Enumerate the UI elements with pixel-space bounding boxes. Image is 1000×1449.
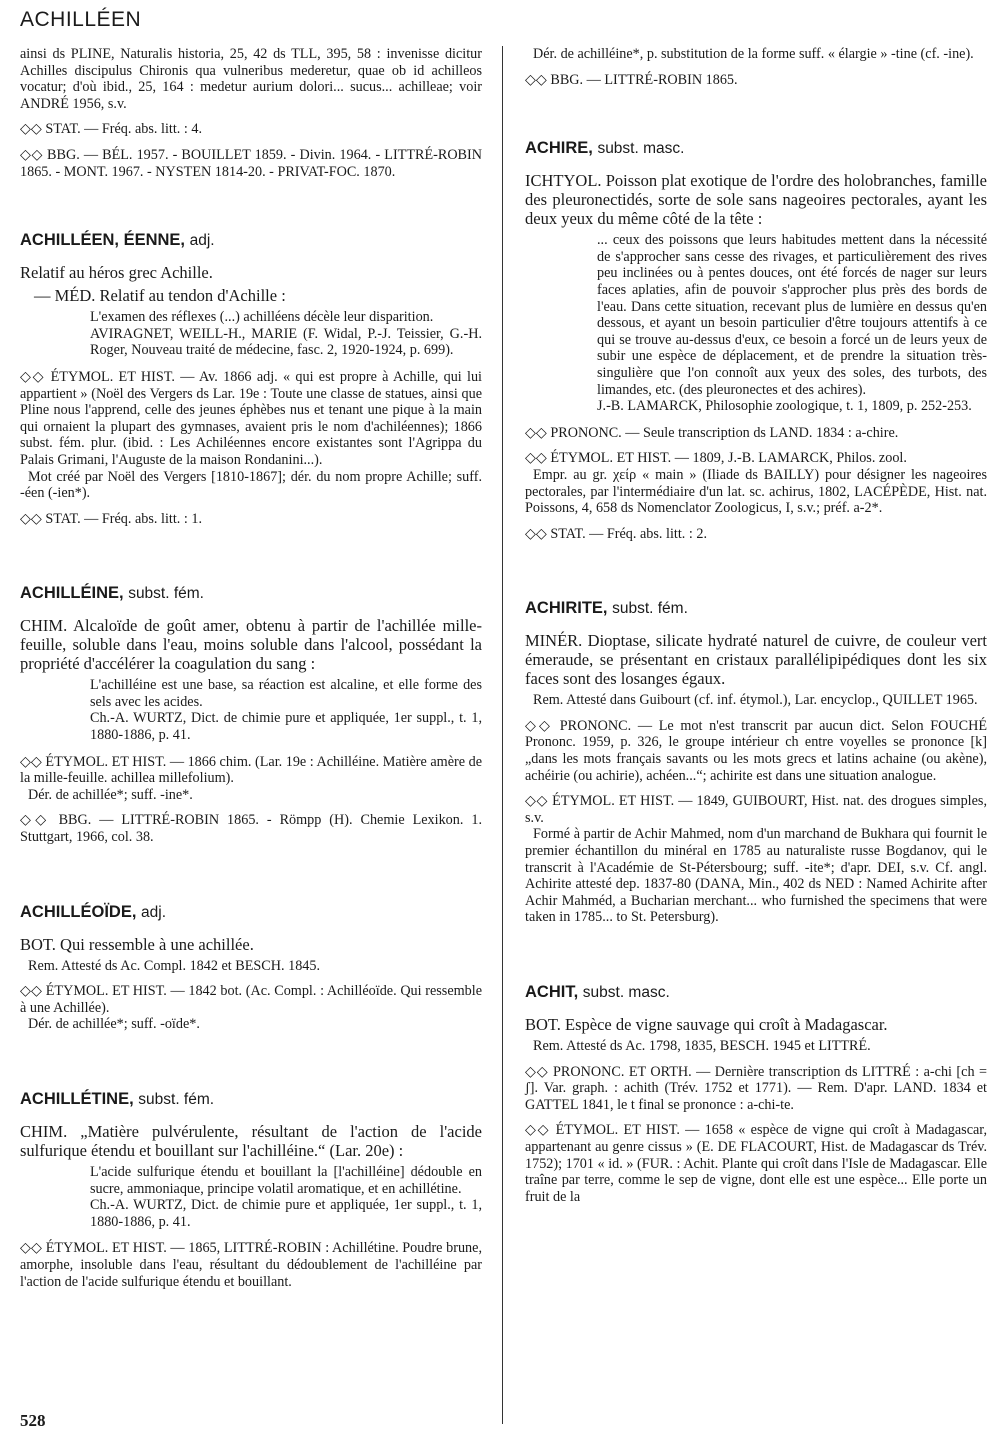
domain-definition: — MÉD. Relatif au tendon d'Achille : [34,286,286,306]
citation-text: L'acide sulfurique étendu et bouillant la [l'achilléine] dédouble en sucre, ammoniaque, principe volatil aromatique, et en achillétine. [90,1164,482,1197]
etymology-note: Dér. de achillée*; suff. -ine*. [28,786,193,803]
entry-heading [525,983,987,1002]
etymology: ◇◇ ÉTYMOL. ET HIST. — 1809, J.-B. LAMARCK, Philos. zool. [525,450,907,467]
grammar-label: adj. [189,232,215,250]
etymology-note: Formé à partir de Achir Mahmed, nom d'un marchand de Bukhara qui fournit le premier échantillon du minéral en 1785 au naturaliste russe Bogdanov, qui le transcrit à l'Académie de St-Pétersbourg; suff. -ite*; d'apr. DEI, s.v. Cf. angl. Achirite attesté dep. 1837-80 (DANA, Min., 402 ds NED : Named Achirite after Achir Mahméd, a Bucharian merchant... who furnished the specimens that were taken in 1785... to St. Petersburg). [525,826,987,926]
citation [20,1164,482,1230]
stat-line: ◇◇ STAT. — Fréq. abs. litt. : 2. [525,525,707,542]
entry-heading [20,584,482,603]
definition: CHIM. Alcaloïde de goût amer, obtenu à partir de l'achillée mille-feuille, soluble dans l'eau, moins soluble dans l'alcool, possédant la propriété d'accélérer la coagulation du sang : [20,616,482,674]
left-column [20,46,482,1290]
definition: MINÉR. Dioptase, silicate hydraté naturel de cuivre, de couleur vert émeraude, se présentant en cristaux parallélipipédiques dont les six faces sont des losanges égaux. [525,631,987,689]
right-column [525,46,987,1205]
headword: ACHIRE, [525,139,593,158]
etymology-continuation: Dér. de achilléine*, p. substitution de la forme suff. « élargie » -tine (cf. -ine). [533,46,974,62]
etymology: ◇◇ ÉTYMOL. ET HIST. — 1849, GUIBOURT, Hist. nat. des drogues simples, s.v. [525,793,987,826]
bbg-line: ◇◇ BBG. — LITTRÉ-ROBIN 1865. [525,71,738,88]
definition: ICHTYOL. Poisson plat exotique de l'ordre des holobranches, famille des pleuronectidés, sorte de sole sans nageoires pectorales, ayant les deux yeux du même côté de la tête : [525,171,987,229]
etymology-note: Dér. de achillée*; suff. -oïde*. [28,1016,200,1033]
grammar-label: subst. fém. [138,1091,215,1108]
entry-heading [20,231,482,250]
stat-line: ◇◇ STAT. — Fréq. abs. litt. : 4. [20,121,202,138]
etymology-note: Empr. au gr. χείρ « main » (Iliade ds BAILLY) pour désigner les nageoires pectorales, par l'intermédiaire d'un lat. sc. achirus, 1802, LACÉPÈDE, Hist. nat. Poissons, 4, 658 ds Nomenclator Zoologicus, I, s.v.; préf. a-2*. [525,466,987,517]
citation-source: AVIRAGNET, WEILL-H., MARIE (F. Widal, P.-J. Teissier, G.-H. Roger, Nouveau traité de médecine, fasc. 2, 1920-1924, p. 699). [90,325,482,359]
grammar-label: subst. fém. [612,600,688,618]
citation-text: L'examen des réflexes (...) achilléens décèle leur disparition. [90,309,434,326]
bbg-line: ◇◇ BBG. — BÉL. 1957. - BOUILLET 1859. - Divin. 1964. - LITTRÉ-ROBIN 1865. - MONT. 1967. - NYSTEN 1814-20. - PRIVAT-FOC. 1870. [20,146,482,180]
etym-continuation: ainsi ds PLINE, Naturalis historia, 25, 42 ds TLL, 395, 58 : invenisse dicitur Achilles discipulus Chironis qua vulneribus mederetur, quae ob id achilleos vocatur; d'où ibid., 25, 164 : medetur aurium dolori... sucus... achilleae; voir ANDRÉ 1956, s.v. [20,46,482,112]
pronunciation: ◇◇ PRONONC. — Seule transcription ds LAND. 1834 : a-chire. [525,424,899,441]
bbg-line: ◇◇ BBG. — LITTRÉ-ROBIN 1865. - Römpp (H). Chemie Lexikon. 1. Stuttgart, 1966, col. 38. [20,812,482,846]
headword: ACHIT, [525,983,579,1001]
citation-source: Ch.-A. WURTZ, Dict. de chimie pure et appliquée, 1er suppl., t. 1, 1880-1886, p. 41. [90,710,482,744]
running-head: ACHILLÉEN [20,8,142,31]
page-number: 528 [20,1411,46,1430]
pronunciation: ◇◇ PRONONC. — Le mot n'est transcrit par aucun dict. Selon FOUCHÉ Prononc. 1959, p. 326, le groupe intérieur ch entre voyelles se prononce [k] „dans les mots français savants ou les mots grecs et latins achaine (ou akène), achéirie (ou achirie), achéen...“; achirite est dans une situation analogue. [525,717,987,784]
etymology: ◇◇ ÉTYMOL. ET HIST. — 1866 chim. (Lar. 19e : Achilléine. Matière amère de la mille-feuille. achillea millefolium). [20,753,482,787]
entry-heading [20,1090,482,1109]
remark: Rem. Attesté ds Ac. Compl. 1842 et BESCH. 1845. [28,957,321,974]
citation [20,677,482,743]
etymology: ◇◇ ÉTYMOL. ET HIST. — 1865, LITTRÉ-ROBIN : Achillétine. Poudre brune, amorphe, insoluble dans l'eau, résultant du dédoublement de l'achilléine par l'action de l'acide sulfurique étendu et bouillant. [20,1240,482,1290]
column-divider [502,46,503,1424]
stat-line: ◇◇ STAT. — Fréq. abs. litt. : 1. [20,510,202,527]
etymology: ◇◇ ÉTYMOL. ET HIST. — 1658 « espèce de vigne qui croît à Madagascar, appartenant au genre cissus » (E. DE FLACOURT, Hist. de Madagascar ds Trév. 1752); 1701 « id. » (FUR. : Achit. Plante qui croît dans l'Isle de Madagascar. Elle traîne par terre, comme le sep de vigne, dont elle est une espèce... Elle porte un fruit de la [525,1122,987,1205]
remark: Rem. Attesté dans Guibourt (cf. inf. étymol.), Lar. encyclop., QUILLET 1965. [533,692,978,709]
etymology: ◇◇ ÉTYMOL. ET HIST. — 1842 bot. (Ac. Compl. : Achilléoïde. Qui ressemble à une Achillée). [20,983,482,1016]
citation [525,232,987,415]
citation-text: L'achilléine est une base, sa réaction est alcaline, et elle forme des sels avec les acides. [90,677,482,710]
grammar-label: subst. masc. [582,984,670,1001]
headword: ACHILLÉTINE, [20,1090,134,1108]
etymology-note: Mot créé par Noël des Vergers [1810-1867]; dér. du nom propre Achille; suff. -éen (-ien*). [20,468,482,502]
grammar-label: subst. masc. [597,140,685,158]
grammar-label: adj. [141,903,167,921]
headword: ACHILLÉEN, ÉENNE, [20,231,186,250]
citation [20,309,482,359]
entry-heading [20,903,482,922]
grammar-label: subst. fém. [128,585,204,603]
citation-source: Ch.-A. WURTZ, Dict. de chimie pure et appliquée, 1er suppl., t. 1, 1880-1886, p. 41. [90,1197,482,1230]
definition: BOT. Espèce de vigne sauvage qui croît à Madagascar. [525,1015,888,1034]
remark: Rem. Attesté ds Ac. 1798, 1835, BESCH. 1945 et LITTRÉ. [533,1038,871,1054]
definition: BOT. Qui ressemble à une achillée. [20,934,254,954]
entry-heading [525,139,987,158]
pronunciation: ◇◇ PRONONC. ET ORTH. — Dernière transcription ds LITTRÉ : a-chi [ch = ʃ]. Var. graph. : achith (Trév. 1752 et 1771). — Rem. D'apr. LAND. 1834 et GATTEL 1841, le t final se prononce : a-chi-te. [525,1063,987,1113]
headword: ACHIRITE, [525,599,608,618]
citation-text: ... ceux des poissons que leurs habitudes mettent dans la nécessité de s'approcher sans cesse des rivages, et particulièrement des rives peu inclinées ou à pentes douces, ont été forcés de nager sur leurs faces aplaties, afin de pouvoir s'approcher plus près des bords de l'eau. Dans cette situation, recevant plus de lumière en dessus qu'en dessous, et ayant un besoin particulier d'être toujours attentifs à ce qui se trouve au-dessus d'eux, ce besoin a forcé un de leurs yeux de subir une espèce de déplacement, et de prendre la situation très-singulière que l'on connoît aux yeux des soles, des turbots, des limandes, etc. (des pleuronectes et des achires). [597,232,987,398]
citation-source: J.-B. LAMARCK, Philosophie zoologique, t. 1, 1809, p. 252-253. [597,398,972,415]
definition: Relatif au héros grec Achille. [20,263,213,283]
headword: ACHILLÉOÏDE, [20,902,137,921]
definition: CHIM. „Matière pulvérulente, résultant de l'action de l'acide sulfurique étendu et bouillant sur l'achilléine.“ (Lar. 20e) : [20,1122,482,1160]
entry-heading [525,599,987,618]
headword: ACHILLÉINE, [20,584,124,603]
etymology: ◇◇ ÉTYMOL. ET HIST. — Av. 1866 adj. « qui est propre à Achille, qui lui appartient » (Noël des Vergers ds Lar. 19e : Toute une classe de statues, ainsi que Pline nous l'apprend, celle des jeunes éphèbes nus et tenant une pique à la main qui ornaient la plupart des gymnases, avaient pris le nom d'achiléennes); 1866 subst. fém. plur. (ibid. : Les Achiléennes encore existantes sont l'Agrippa du Palais Grimani, l'Auguste de la maison Rondanini...). [20,368,482,468]
